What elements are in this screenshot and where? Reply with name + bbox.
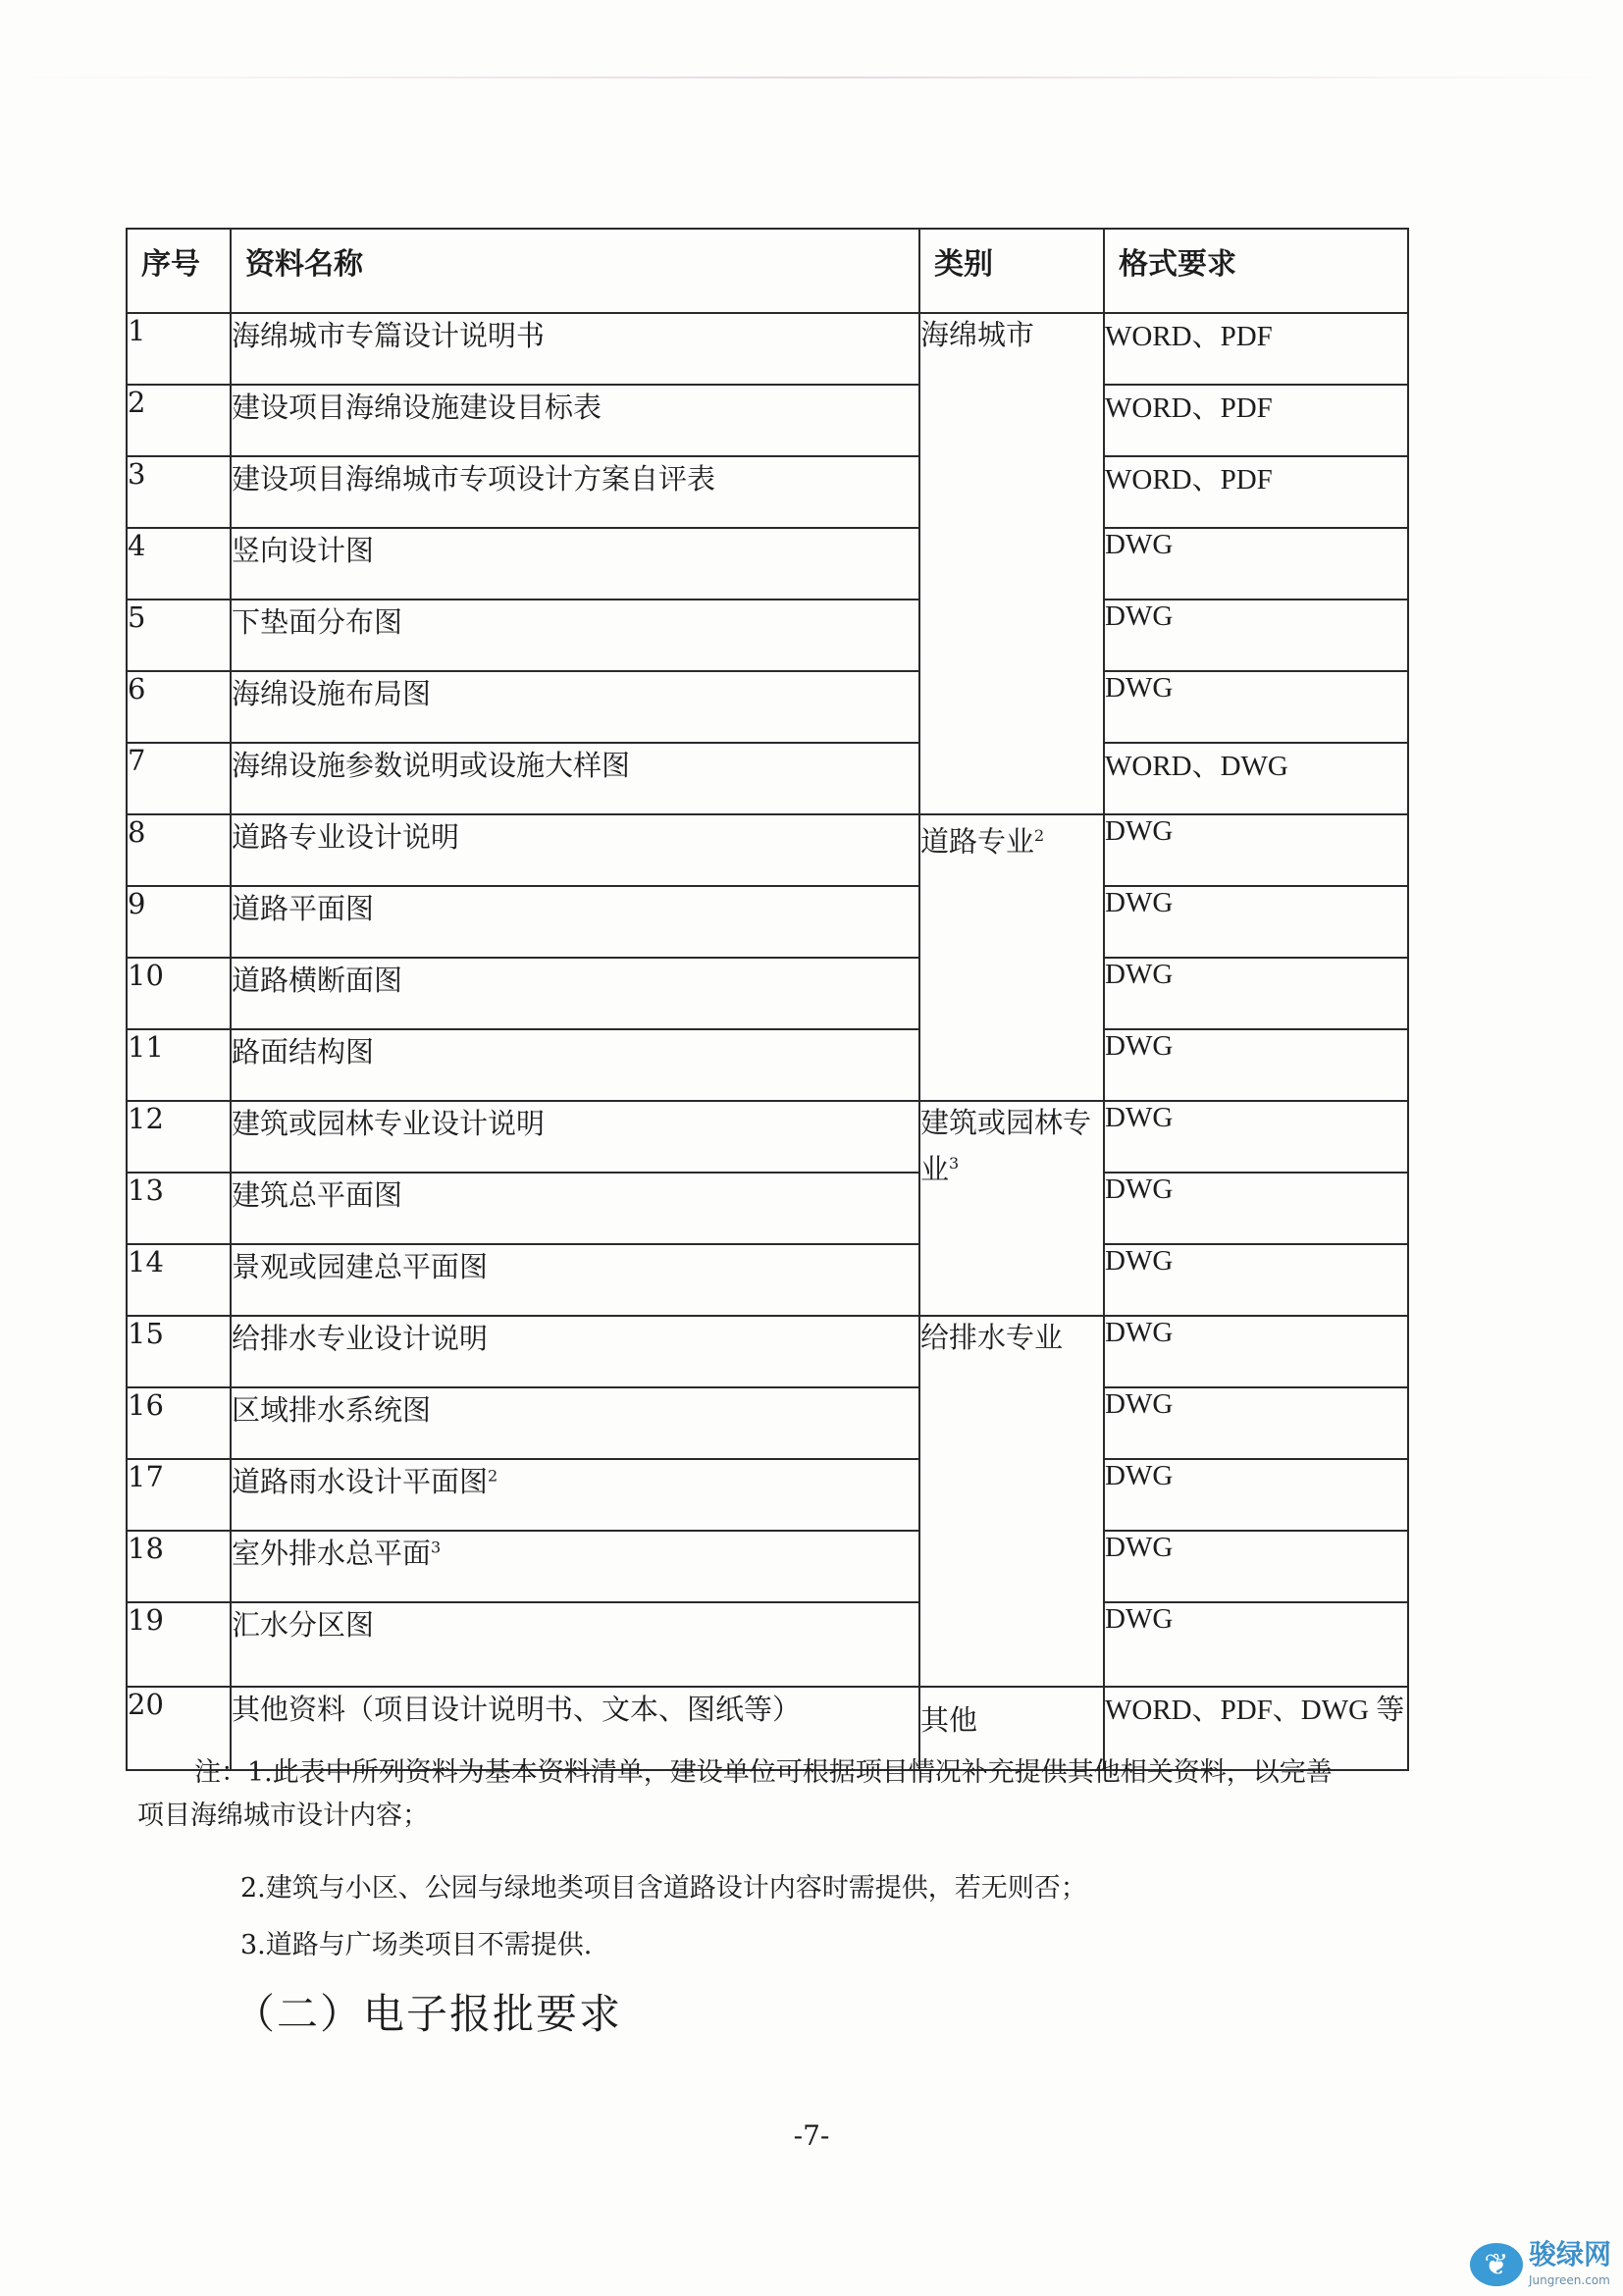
table-header-row [127,229,1408,313]
row-name: 汇水分区图 [231,1602,919,1687]
table-row [127,528,1408,600]
row-no: 13 [127,1173,231,1244]
row-no: 9 [127,886,231,958]
category-architecture [919,1101,1104,1316]
table-row [127,1173,1408,1244]
leaf-logo-icon: ❦ [1470,2243,1523,2286]
category-label: 建筑或园林专业 [920,1106,1092,1186]
row-name: 建筑或园林专业设计说明 [231,1101,919,1173]
table-row [127,886,1408,958]
row-name: 建设项目海绵城市专项设计方案自评表 [231,456,919,528]
watermark-name: 骏绿网 [1528,2238,1611,2270]
row-no: 19 [127,1602,231,1687]
note-2: 2.建筑与小区、公园与绿地类项目含道路设计内容时需提供，若无则否； [240,1873,1087,1904]
row-format: DWG [1104,1029,1408,1101]
scan-edge [0,77,1623,78]
category-road [919,814,1104,1101]
row-no: 17 [127,1459,231,1531]
table-row [127,600,1408,671]
row-no: 12 [127,1101,231,1173]
row-no: 20 [127,1687,231,1770]
category-label: 道路专业 [920,824,1035,859]
category-other: 其他 [919,1687,1104,1770]
row-format: DWG [1104,1387,1408,1459]
row-no: 15 [127,1316,231,1387]
table-row [127,385,1408,456]
row-no: 2 [127,385,231,456]
row-name: 给排水专业设计说明 [231,1316,919,1387]
watermark-url: Jungreen.com [1528,2273,1610,2287]
row-no: 8 [127,814,231,886]
row-name: 其他资料（项目设计说明书、文本、图纸等） [231,1687,919,1770]
row-name: 海绵设施布局图 [231,671,919,743]
table-row [127,456,1408,528]
row-name [231,1531,919,1602]
row-name: 区域排水系统图 [231,1387,919,1459]
row-name: 道路平面图 [231,886,919,958]
header-no: 序号 [127,229,231,313]
row-format: WORD、PDF [1104,456,1408,528]
row-no: 18 [127,1531,231,1602]
table-row [127,1244,1408,1316]
row-format: WORD、PDF [1104,385,1408,456]
row-no: 14 [127,1244,231,1316]
row-format: WORD、DWG [1104,743,1408,814]
row-format: DWG [1104,814,1408,886]
row-no: 3 [127,456,231,528]
row-format: DWG [1104,1244,1408,1316]
table-row [127,313,1408,385]
row-no: 1 [127,313,231,385]
header-category: 类别 [919,229,1104,313]
table-row [127,814,1408,886]
requirements-table-container [126,228,1407,1771]
row-format: DWG [1104,528,1408,600]
footnote-mark: 3 [431,1538,442,1557]
requirements-table [126,228,1409,1771]
row-name: 道路横断面图 [231,958,919,1029]
row-name: 海绵设施参数说明或设施大样图 [231,743,919,814]
category-drainage: 给排水专业 [919,1316,1104,1687]
row-no: 6 [127,671,231,743]
footnote-mark: 2 [488,1466,498,1486]
row-name: 路面结构图 [231,1029,919,1101]
row-format: WORD、PDF、DWG 等 [1104,1687,1408,1770]
table-row [127,1316,1408,1387]
table-row [127,1602,1408,1687]
row-format: DWG [1104,886,1408,958]
row-name: 建筑总平面图 [231,1173,919,1244]
row-format: DWG [1104,671,1408,743]
row-no: 5 [127,600,231,671]
row-format: DWG [1104,1531,1408,1602]
row-name: 竖向设计图 [231,528,919,600]
table-row [127,671,1408,743]
row-format: WORD、PDF [1104,313,1408,385]
watermark-text [1529,2239,1611,2290]
row-name-text: 室外排水总平面 [232,1537,432,1570]
row-name: 建设项目海绵设施建设目标表 [231,385,919,456]
row-format: DWG [1104,1101,1408,1173]
row-format: DWG [1104,958,1408,1029]
table-row [127,1459,1408,1531]
row-name: 景观或园建总平面图 [231,1244,919,1316]
table-row [127,1387,1408,1459]
row-no: 4 [127,528,231,600]
table-row [127,1029,1408,1101]
category-sponge-city: 海绵城市 [919,313,1104,814]
row-no: 7 [127,743,231,814]
row-name [231,1459,919,1531]
table-row [127,743,1408,814]
table-row [127,958,1408,1029]
row-no: 10 [127,958,231,1029]
section-title: （二）电子报批要求 [234,1990,623,2038]
row-name: 海绵城市专篇设计说明书 [231,313,919,385]
table-row [127,1531,1408,1602]
note-3: 3.道路与广场类项目不需提供. [240,1930,593,1960]
table-notes [137,1751,1344,1967]
row-format: DWG [1104,600,1408,671]
watermark [1470,2239,1611,2290]
row-name: 道路专业设计说明 [231,814,919,886]
footnote-mark: 2 [1034,826,1045,845]
row-format: DWG [1104,1316,1408,1387]
row-name-text: 道路雨水设计平面图 [232,1465,489,1498]
footnote-mark: 3 [949,1154,960,1173]
table-row [127,1101,1408,1173]
row-name: 下垫面分布图 [231,600,919,671]
header-format: 格式要求 [1104,229,1408,313]
row-no: 16 [127,1387,231,1459]
row-format: DWG [1104,1173,1408,1244]
header-name: 资料名称 [231,229,919,313]
row-format: DWG [1104,1602,1408,1687]
row-no: 11 [127,1029,231,1101]
page-number: -7- [793,2119,830,2152]
row-format: DWG [1104,1459,1408,1531]
note-1: 注：1.此表中所列资料为基本资料清单，建设单位可根据项目情况补充提供其他相关资料，以完善项目海绵城市设计内容； [137,1757,1333,1831]
